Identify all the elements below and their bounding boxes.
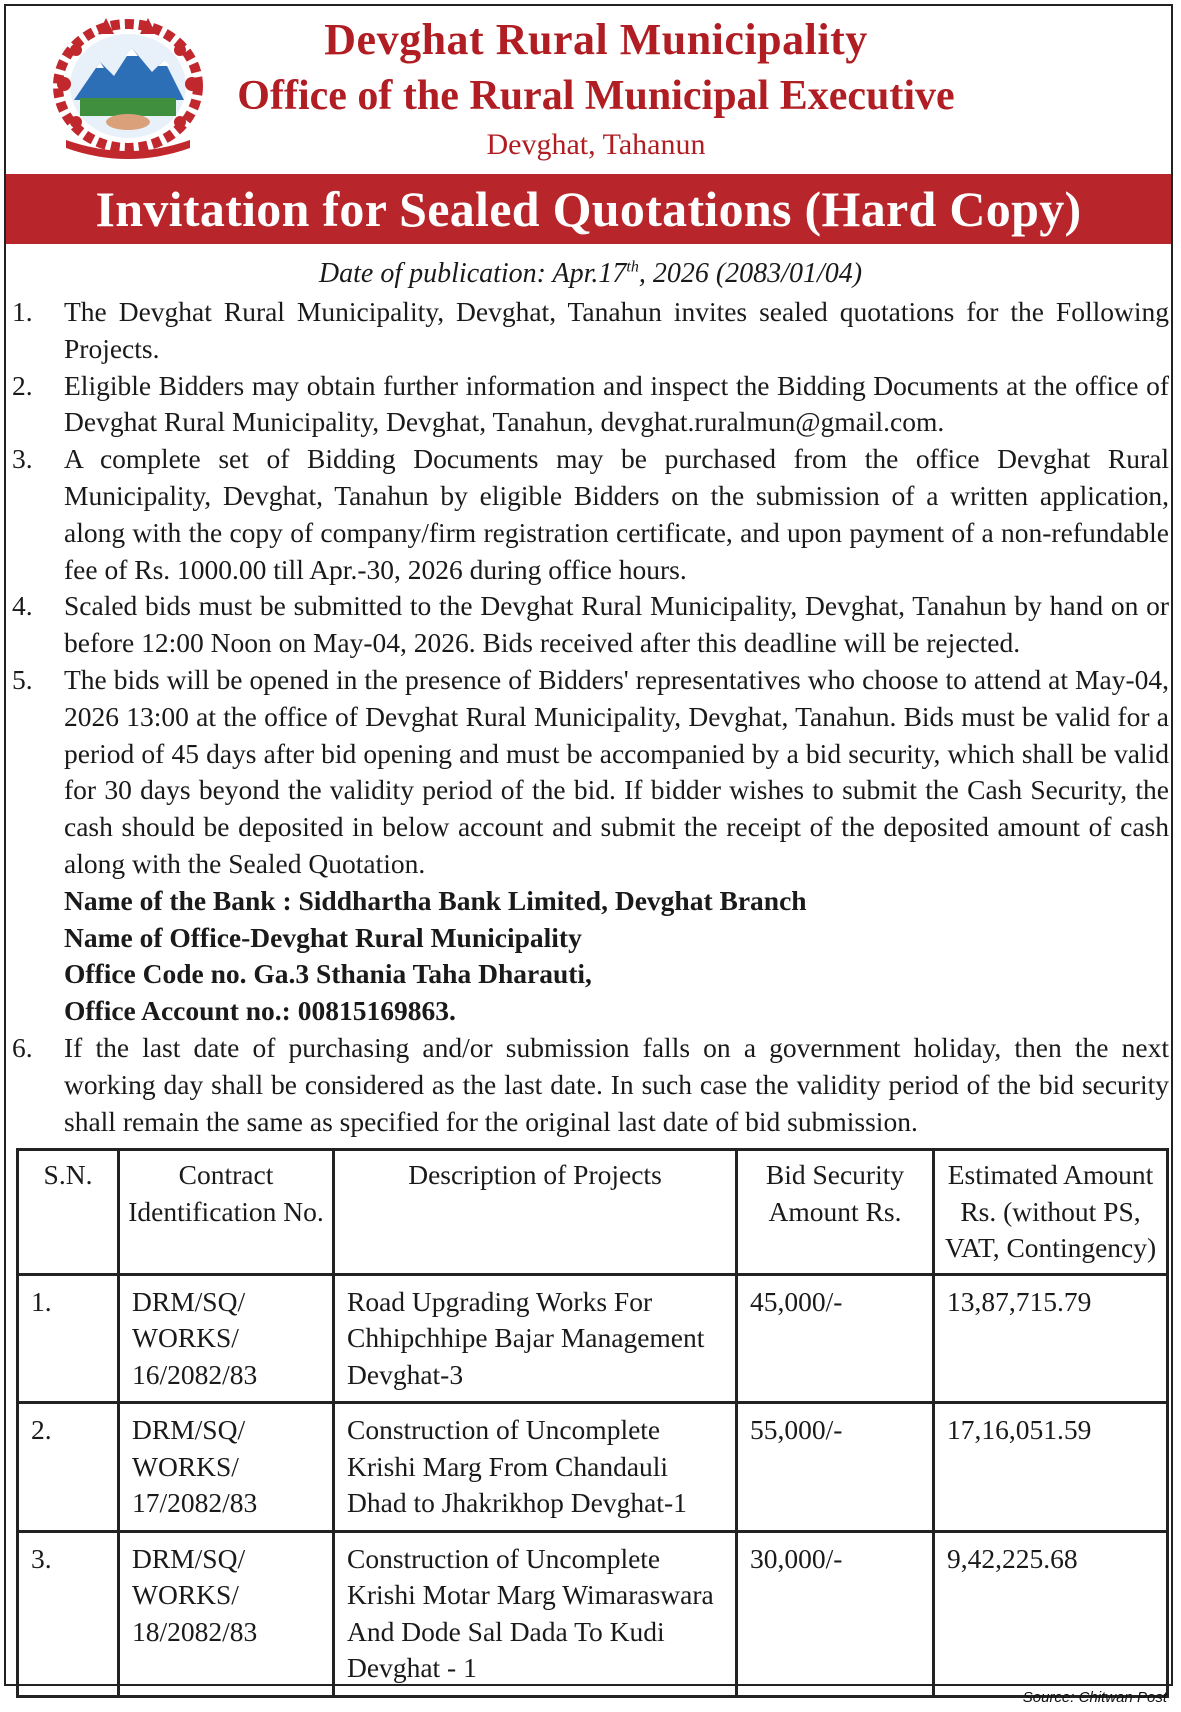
publication-date-prefix: Date of publication: Apr.17 [318,258,627,289]
projects-table [16,1148,1169,1698]
clause-number: 6. [12,1031,33,1063]
cell-estimated-amount: 13,87,715.79 [934,1274,1168,1403]
source-credit: Source: Chitwan Post [1022,1689,1167,1706]
clause-text: If the last date of purchasing and/or submission falls on a government holiday, then the next working day shall be considered as the last date. In such case the validity period of the bid security shall remain the same as specified for the original last date of bid submission. [64,1031,1169,1137]
cell-estimated-amount: 17,16,051.59 [934,1403,1168,1532]
bank-name: Name of the Bank : Siddhartha Bank Limited, Devghat Branch [64,884,807,916]
publication-date-rest: , 2026 (2083/01/04) [638,258,863,289]
clause-number: 1. [12,296,33,327]
clause-number: 3. [12,443,33,475]
cell-contract-id: DRM/SQ/ WORKS/ 18/2082/83 [119,1531,334,1696]
header-description: Description of Projects [334,1150,737,1275]
table-row [18,1403,1168,1532]
header-estimated-amount: Estimated Amount Rs. (without PS, VAT, Contingency) [934,1150,1168,1275]
bank-office-code: Office Code no. Ga.3 Sthania Taha Dharauti, [64,958,592,990]
notice-body [12,294,1169,1140]
clause-text: Eligible Bidders may obtain further information and inspect the Bidding Documents at the office of Devghat Rural Municipality, Devghat, Tanahun, devghat.ruralmun@gmail.com. [64,369,1169,438]
clause-number: 4. [12,590,33,622]
office-location: Devghat, Tahanun [486,128,706,161]
table-header-row [18,1150,1168,1275]
header-sn: S.N. [18,1150,119,1275]
clause-4 [12,588,1169,662]
cell-sn: 1. [18,1274,119,1403]
clause-text: The Devghat Rural Municipality, Devghat, Tanahun invites sealed quotations for the Following Projects. [64,296,1169,364]
bank-office-name: Name of Office-Devghat Rural Municipality [64,921,582,953]
cell-bid-security: 45,000/- [737,1274,934,1403]
clause-1 [12,294,1169,368]
publication-date [0,258,1181,290]
publication-date-suffix: th [626,258,639,276]
office-name: Office of the Rural Municipal Executive [237,73,955,119]
cell-description: Construction of Uncomplete Krishi Marg From Chandauli Dhad to Jhakrikhop Devghat-1 [334,1403,737,1532]
clause-text: A complete set of Bidding Documents may be purchased from the office Devghat Rural Municipality, Devghat, Tanahun by eligible Bidders on the submission of a written application, along with the copy of company/firm registration certificate, and upon payment of a non-refundable fee of Rs. 1000.00 till Apr.-30, 2026 during office hours. [64,443,1169,585]
clause-2 [12,368,1169,442]
cell-contract-id: DRM/SQ/ WORKS/ 17/2082/83 [119,1403,334,1532]
bank-account-number: Office Account no.: 00815169863. [64,995,456,1027]
clause-number: 5. [12,663,33,695]
clause-6 [12,1030,1169,1140]
cell-description: Road Upgrading Works For Chhipchhipe Bajar Management Devghat-3 [334,1274,737,1403]
nepal-emblem-icon [40,14,216,164]
cell-description: Construction of Uncomplete Krishi Motar Marg Wimaraswara And Dode Sal Dada To Kudi Devghat - 1 [334,1531,737,1696]
clause-text: The bids will be opened in the presence of Bidders' representatives who choose to attend at May-04, 2026 13:00 at the office of Devghat Rural Municipality, Devghat, Tanahun. Bids must be valid for a period of 45 days after bid opening and must be accompanied by a bid security, which shall be valid for 30 days beyond the validity period of the bid. If bidder wishes to submit the Cash Security, the cash should be deposited in below account and submit the receipt of the deposited amount of cash along with the Sealed Quotation. [64,663,1169,879]
clause-5 [12,662,1169,883]
clause-number: 2. [12,369,33,401]
cell-sn: 3. [18,1531,119,1696]
table-row [18,1274,1168,1403]
clause-text: Scaled bids must be submitted to the Devghat Rural Municipality, Devghat, Tanahun by hand on or before 12:00 Noon on May-04, 2026. Bids received after this deadline will be rejected. [64,590,1169,659]
cell-bid-security: 55,000/- [737,1403,934,1532]
cell-sn: 2. [18,1403,119,1532]
org-name: Devghat Rural Municipality [324,15,868,64]
header-bid-security: Bid Security Amount Rs. [737,1150,934,1275]
clause-3 [12,441,1169,588]
cell-estimated-amount: 9,42,225.68 [934,1531,1168,1696]
cell-bid-security: 30,000/- [737,1531,934,1696]
notice-header [6,6,1171,172]
notice-title-banner: Invitation for Sealed Quotations (Hard Copy) [6,174,1171,244]
header-contract-id: Contract Identification No. [119,1150,334,1275]
table-row [18,1531,1168,1696]
cell-contract-id: DRM/SQ/ WORKS/ 16/2082/83 [119,1274,334,1403]
